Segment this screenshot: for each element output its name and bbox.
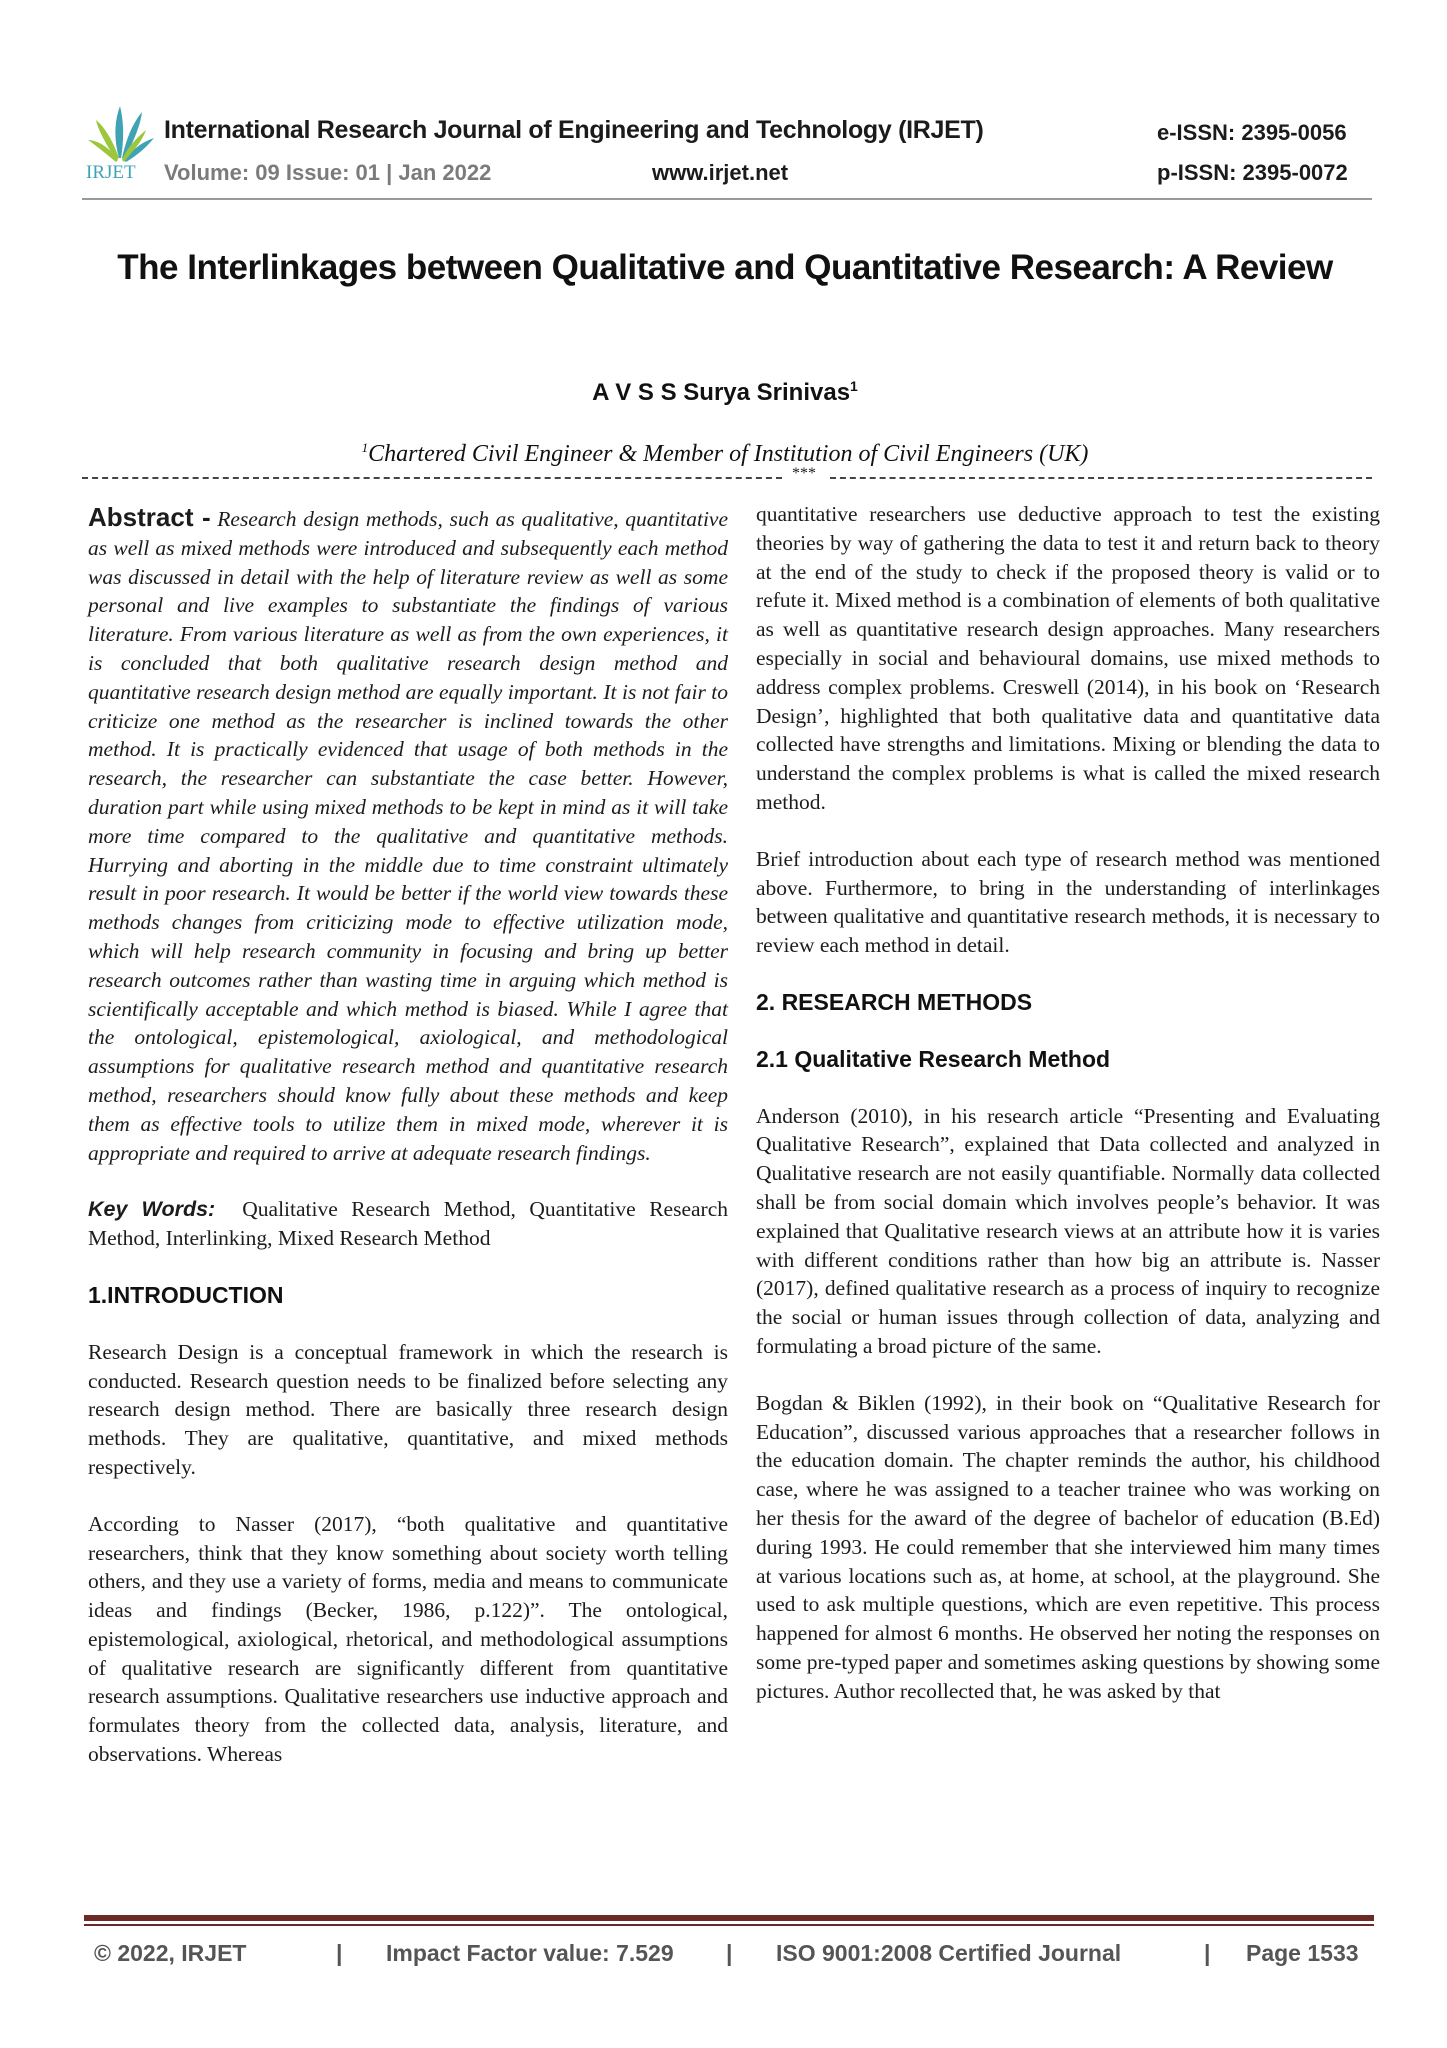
page-footer bbox=[94, 1940, 1374, 1972]
footer-iso: ISO 9001:2008 Certified Journal bbox=[776, 1940, 1122, 1966]
footer-rule-thin bbox=[84, 1924, 1374, 1926]
section-heading-research-methods: 2. RESEARCH METHODS bbox=[756, 988, 1033, 1015]
p-issn: p-ISSN: 2395-0072 bbox=[1157, 160, 1348, 185]
qualitative-paragraph-1: Anderson (2010), in his research article “Presenting and Evaluating Qualitative Research”, explained that Data collected and analyzed in Qualitative research are not easily quantifiable. Normally data collected shall be from social domain which involves people’s behavior. It was explained that Qualitative research views at an attribute how it is varies with different conditions rather than how big an attribute is. Nasser (2017), defined qualitative research as a process of inquiry to recognize the social or human issues through collection of data, analyzing and formulating a broad picture of the same. bbox=[756, 1103, 1380, 1358]
separator-stars: *** bbox=[792, 465, 816, 482]
journal-header bbox=[82, 100, 1372, 196]
subsection-heading-qualitative: 2.1 Qualitative Research Method bbox=[756, 1045, 1111, 1072]
author-superscript: 1 bbox=[850, 378, 858, 394]
journal-name: International Research Journal of Engineering and Technology (IRJET) bbox=[164, 116, 984, 144]
separator-dash-right bbox=[830, 477, 1372, 479]
author-name: A V S S Surya Srinivas bbox=[592, 379, 851, 406]
intro-paragraph-3: Brief introduction about each type of research method was mentioned above. Furthermore, to bring in the understanding of interlinkages between qualitative and quantitative research methods, it is necessary to review each method in detail. bbox=[756, 846, 1380, 958]
journal-website-link[interactable]: www.irjet.net bbox=[652, 160, 789, 185]
qualitative-paragraph-2: Bogdan & Biklen (1992), in their book on “Qualitative Research for Education”, discussed various approaches that a researcher follows in the education domain. The chapter reminds the author, his childhood case, where he was assigned to a teacher trainee who was working on her thesis for the award of the degree of bachelor of education (B.Ed) during 1993. He could remember that she interviewed him many times at various locations such as, at home, at school, at the playground. She used to ask multiple questions, which are even repetitive. This process happened for almost 6 months. He observed her noting the responses on some pre-typed paper and sometimes asking questions by showing some pictures. Author recollected that, he was asked by that bbox=[756, 1390, 1380, 1703]
separator-dash-left bbox=[82, 477, 782, 479]
logo-wordmark: IRJET bbox=[86, 162, 136, 183]
header-divider bbox=[82, 198, 1372, 200]
volume-issue: Volume: 09 Issue: 01 | Jan 2022 bbox=[164, 160, 492, 185]
paper-title: The Interlinkages between Qualitative and Quantitative Research: A Review bbox=[117, 248, 1333, 287]
right-column bbox=[756, 500, 1380, 1705]
keywords bbox=[88, 1195, 728, 1253]
affiliation-line bbox=[90, 440, 1360, 468]
footer-page-number: Page 1533 bbox=[1246, 1940, 1359, 1966]
footer-divider: | bbox=[1204, 1940, 1211, 1966]
keywords-text: Qualitative Research Method, Quantitative Research Method, Interlinking, Mixed Research Method bbox=[88, 1197, 728, 1251]
abstract-text: Research design methods, such as qualitative, quantitative as well as mixed methods were introduced and subsequently each method was discussed in detail with the help of literature review as well as some personal and live examples to substantiate the findings of various literature. From various literature as well as from the own experiences, it is concluded that both qualitative research design method and quantitative research design method are equally important. It is not fair to criticize one method as the researcher is inclined towards the other method. It is practically evidenced that usage of both methods in the research, the researcher can substantiate the case better. However, duration part while using mixed methods to be kept in mind as it will take more time compared to the qualitative and quantitative methods. Hurrying and aborting in the middle due to time constraint ultimately result in poor research. It would be better if the world view towards these methods changes from criticizing mode to effective utilization mode, which will help research community in focusing and bring up better research outcomes rather than wasting time in arguing which method is scientifically acceptable and which method is biased. While I agree that the ontological, epistemological, axiological, and methodological assumptions for qualitative research method and quantitative research method, researchers should know fully about these methods and keep them as effective tools to utilize them in mixed mode, wherever it is appropriate and required to arrive at adequate research findings. bbox=[88, 507, 729, 1165]
irjet-logo bbox=[82, 100, 160, 190]
footer-impact-factor: Impact Factor value: 7.529 bbox=[386, 1940, 674, 1966]
author-line bbox=[90, 378, 1360, 407]
affiliation: Chartered Civil Engineer & Member of Institution of Civil Engineers (UK) bbox=[368, 441, 1089, 467]
intro-paragraph-2: According to Nasser (2017), “both qualitative and quantitative researchers, think that they know something about society worth telling others, and they use a variety of forms, media and means to communicate ideas and findings (Becker, 1986, p.122)”. The ontological, epistemological, axiological, rhetorical, and methodological assumptions of qualitative research are significantly different from quantitative research assumptions. Qualitative researchers use inductive approach and formulates theory from the collected data, analysis, literature, and observations. Whereas bbox=[88, 1511, 728, 1767]
footer-copyright: © 2022, IRJET bbox=[94, 1940, 247, 1966]
section-separator bbox=[82, 467, 1372, 487]
e-issn: e-ISSN: 2395-0056 bbox=[1157, 120, 1347, 145]
intro-paragraph-2-continued: quantitative researchers use deductive approach to test the existing theories by way of gathering the data to test it and return back to theory at the end of the study to check if the proposed theory is valid or to refute it. Mixed method is a combination of elements of both qualitative as well as quantitative research design approaches. Many researchers especially in social and behavioural domains, use mixed methods to address complex problems. Creswell (2014), in his book on ‘Research Design’, highlighted that both qualitative data and quantitative data collected have strengths and limitations. Mixing or blending the data to understand the complex problems is what is called the mixed research method. bbox=[756, 502, 1380, 814]
section-heading-introduction: 1.INTRODUCTION bbox=[88, 1281, 284, 1308]
leaf-logo-icon bbox=[86, 100, 156, 164]
footer-divider: | bbox=[726, 1940, 733, 1966]
affiliation-superscript: 1 bbox=[361, 440, 369, 455]
abstract bbox=[88, 503, 728, 1167]
abstract-label: Abstract - bbox=[88, 502, 211, 532]
footer-divider: | bbox=[336, 1940, 343, 1966]
footer-rule-thick bbox=[84, 1915, 1374, 1921]
intro-paragraph-1: Research Design is a conceptual framework in which the research is conducted. Research question needs to be finalized before selecting any research design method. There are basically three research design methods. They are qualitative, quantitative, and mixed methods respectively. bbox=[88, 1339, 728, 1479]
left-column bbox=[88, 503, 728, 1769]
keywords-label: Key Words: bbox=[88, 1197, 216, 1222]
